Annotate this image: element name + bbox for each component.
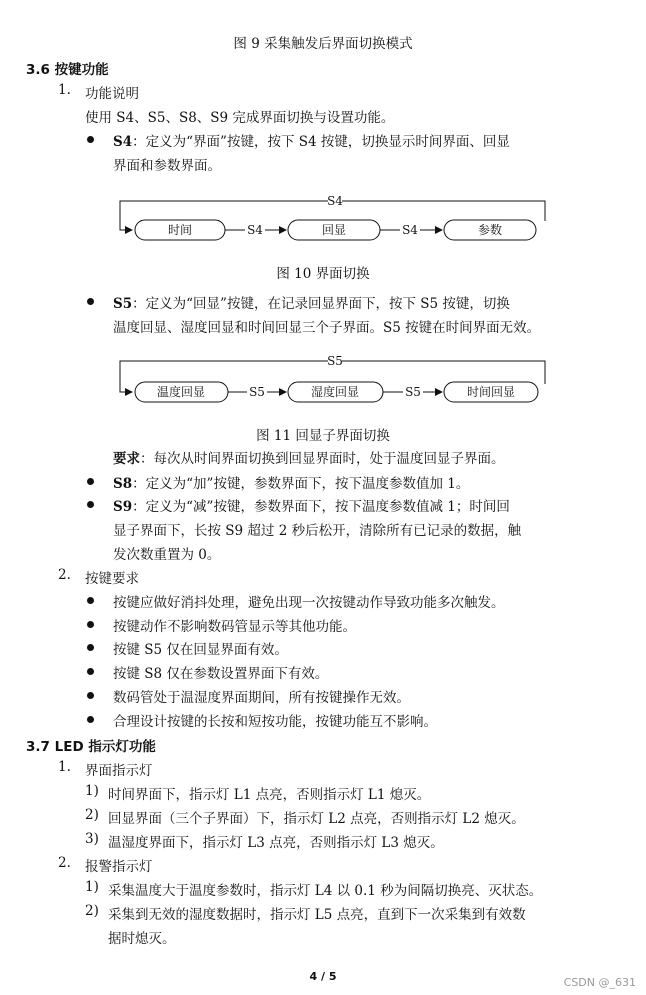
figure-11-caption: 图 11 回显子界面切换 <box>256 428 390 444</box>
bullet-icon <box>87 716 94 723</box>
requirement-item: 按键应做好消抖处理，避免出现一次按键动作导致功能多次触发。 <box>113 595 505 611</box>
requirement-item: 数码管处于温湿度界面期间，所有按键操作无效。 <box>113 690 410 706</box>
s9-label: S9 <box>113 499 133 515</box>
led-item-2-title: 报警指示灯 <box>85 859 153 875</box>
alarm-sub-text: 采集温度大于温度参数时，指示灯 L4 以 0.1 秒为间隔切换亮、灭状态。 <box>108 883 543 899</box>
node-time-label: 时间 <box>167 223 193 237</box>
bullet-icon <box>87 668 94 675</box>
s5-text-line1: ：定义为“回显”按键，在记录回显界面下，按下 S5 按键，切换 <box>132 296 510 312</box>
s5-description <box>113 292 510 312</box>
arrow-1-label: S5 <box>249 385 265 399</box>
bullet-icon <box>87 597 94 604</box>
requirement-item: 按键 S8 仅在参数设置界面下有效。 <box>113 666 329 682</box>
item-1-number: 1. <box>58 82 71 98</box>
figure-11-diagram <box>110 349 550 405</box>
node-param-label: 参数 <box>477 223 503 237</box>
s9-text-line1: ：定义为“减”按键，参数界面下，按下温度参数值减 1；时间回 <box>132 499 510 515</box>
requirement-item: 按键 S5 仅在回显界面有效。 <box>113 642 288 658</box>
s9-description <box>113 495 510 515</box>
item-2-number: 2. <box>58 567 71 583</box>
led-item-1-title: 界面指示灯 <box>85 763 153 779</box>
bullet-icon <box>87 692 94 699</box>
node-humid-echo-label: 湿度回显 <box>310 385 360 399</box>
bullet-icon <box>87 298 94 305</box>
led-sub-text: 时间界面下，指示灯 L1 点亮，否则指示灯 L1 熄灭。 <box>108 787 431 803</box>
led-sub-text: 回显界面（三个子界面）下，指示灯 L2 点亮，否则指示灯 L2 熄灭。 <box>108 811 525 827</box>
bullet-icon <box>87 136 94 143</box>
alarm-sub-text-line2: 据时熄灭。 <box>108 931 176 947</box>
led-item-1-number: 1. <box>58 759 71 775</box>
s4-text-line1: ：定义为“界面”按键，按下 S4 按键，切换显示时间界面、回显 <box>132 134 510 150</box>
arrow-1-label: S4 <box>247 223 263 237</box>
arrow-2-label: S5 <box>405 385 421 399</box>
item-1-title: 功能说明 <box>85 86 139 102</box>
s5-text-line2: 温度回显、湿度回显和时间回显三个子界面。S5 按键在时间界面无效。 <box>113 320 541 336</box>
alarm-sub-text-line1: 采集到无效的湿度数据时，指示灯 L5 点亮，直到下一次采集到有效数 <box>108 907 526 923</box>
led-sub-number: 1) <box>85 783 99 799</box>
requirement-text <box>113 447 505 467</box>
page-number: 4 / 5 <box>309 970 337 983</box>
s4-label: S4 <box>113 134 133 150</box>
figure-10-diagram <box>110 186 550 242</box>
section-3-7-heading: 3.7 LED 指示灯功能 <box>26 739 156 755</box>
loop-label: S4 <box>327 194 343 208</box>
section-3-6-heading: 3.6 按键功能 <box>26 62 109 78</box>
figure-10-caption: 图 10 界面切换 <box>276 266 370 282</box>
led-sub-text: 温湿度界面下，指示灯 L3 点亮，否则指示灯 L3 熄灭。 <box>108 835 444 851</box>
alarm-sub-number: 2) <box>85 903 99 919</box>
item-2-title: 按键要求 <box>85 571 139 587</box>
node-temp-echo-label: 温度回显 <box>156 385 206 399</box>
requirement-item: 按键动作不影响数码管显示等其他功能。 <box>113 619 356 635</box>
s9-text-line2: 显子界面下，长按 S9 超过 2 秒后松开，清除所有已记录的数据，触 <box>113 523 522 539</box>
intro-text: 使用 S4、S5、S8、S9 完成界面切换与设置功能。 <box>85 110 395 126</box>
s9-text-line3: 发次数重置为 0。 <box>113 547 221 563</box>
s8-text: ：定义为“加”按键，参数界面下，按下温度参数值加 1。 <box>132 476 470 492</box>
alarm-sub-number: 1) <box>85 879 99 895</box>
node-echo-label: 回显 <box>321 223 347 237</box>
bullet-icon <box>87 621 94 628</box>
led-sub-number: 2) <box>85 807 99 823</box>
s8-label: S8 <box>113 476 133 492</box>
requirement-body: ：每次从时间界面切换到回显界面时，处于温度回显子界面。 <box>140 451 505 467</box>
requirement-item: 合理设计按键的长按和短按功能，按键功能互不影响。 <box>113 714 437 730</box>
s4-text-line2: 界面和参数界面。 <box>113 158 221 174</box>
requirement-label: 要求 <box>113 451 140 467</box>
node-time-echo-label: 时间回显 <box>466 385 516 399</box>
loop-label: S5 <box>327 354 343 368</box>
bullet-icon <box>87 478 94 485</box>
s8-description <box>113 472 469 492</box>
s5-label: S5 <box>113 296 133 312</box>
led-item-2-number: 2. <box>58 855 71 871</box>
s4-description <box>113 130 510 150</box>
bullet-icon <box>87 644 94 651</box>
watermark: CSDN @_631 <box>563 976 636 989</box>
bullet-icon <box>87 501 94 508</box>
figure-9-caption: 图 9 采集触发后界面切换模式 <box>233 36 413 52</box>
arrow-2-label: S4 <box>402 223 418 237</box>
led-sub-number: 3) <box>85 831 99 847</box>
